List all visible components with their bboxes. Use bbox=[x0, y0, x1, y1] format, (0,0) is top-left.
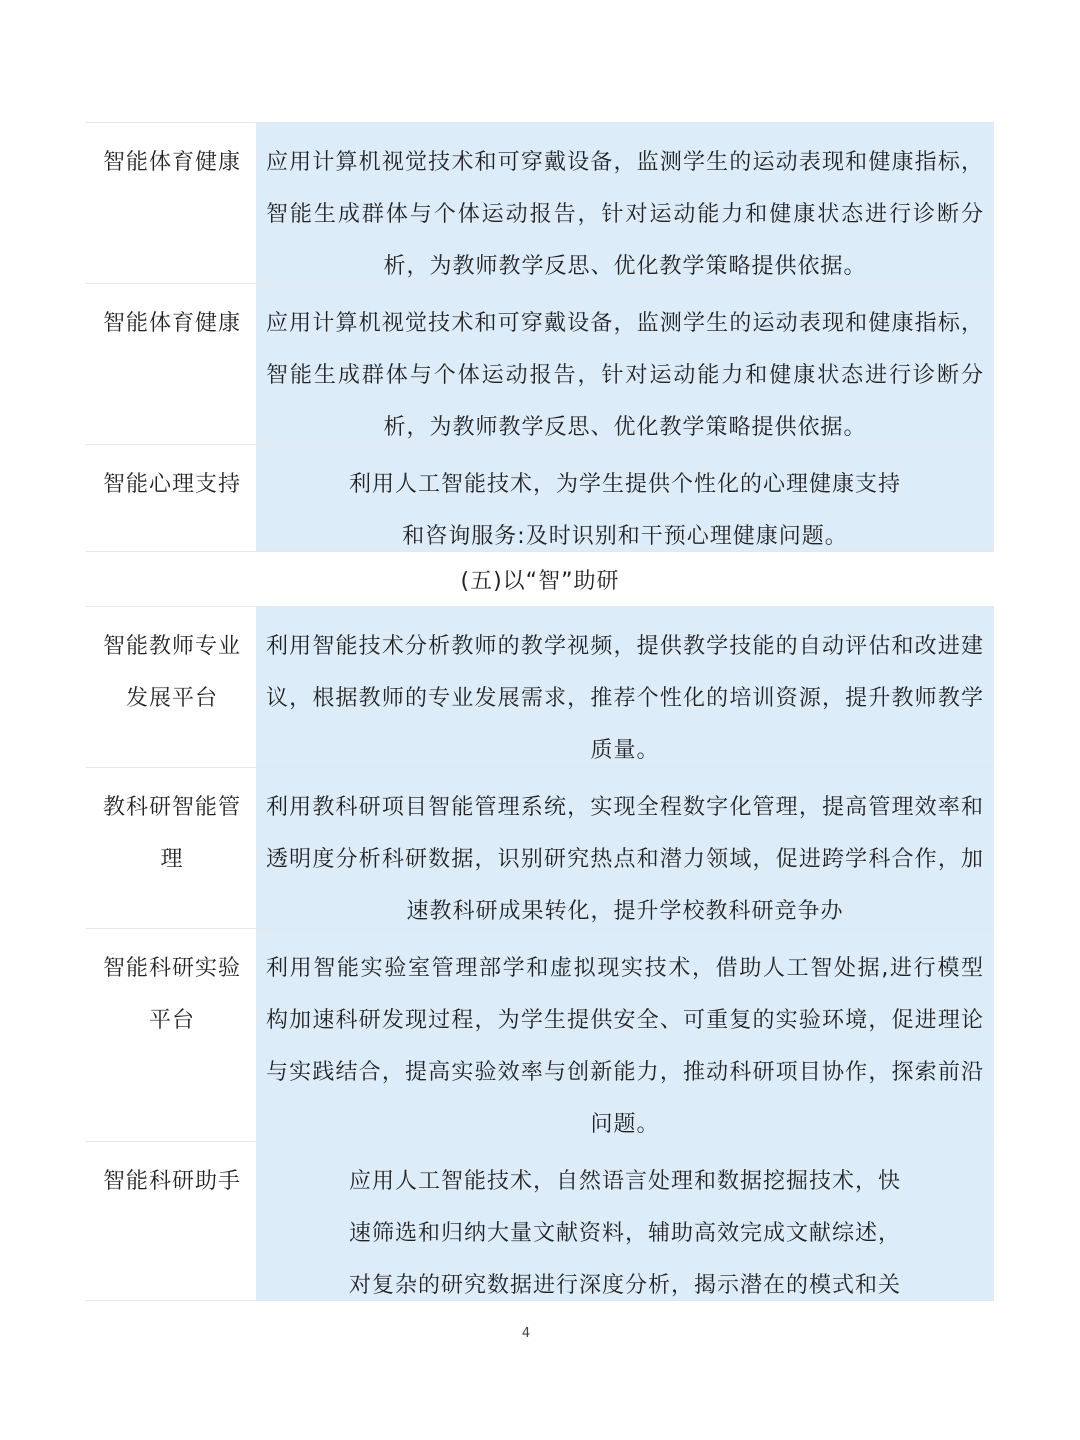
row-name: 智能科研实验平台 bbox=[86, 929, 256, 1141]
row-name: 智能教师专业发展平台 bbox=[86, 607, 256, 767]
table-row bbox=[86, 122, 994, 284]
description-line: 利用人工智能技术，为学生提供个性化的心理健康支持 bbox=[348, 472, 901, 497]
row-description bbox=[256, 1142, 994, 1300]
document-table bbox=[86, 122, 994, 1301]
row-name: 智能体育健康 bbox=[86, 284, 256, 444]
page-number: 4 bbox=[521, 1326, 531, 1341]
row-name: 教科研智能管理 bbox=[86, 768, 256, 928]
table-row bbox=[86, 1142, 994, 1301]
row-description bbox=[256, 445, 994, 551]
table-row bbox=[86, 284, 994, 445]
row-description: 应用计算机视觉技术和可穿戴设备，监测学生的运动表现和健康指标，智能生成群体与个体运动报告，针对运动能力和健康状态进行诊断分析，为教师教学反思、优化教学策略提供依据。 bbox=[256, 284, 994, 444]
table-row bbox=[86, 445, 994, 552]
row-name: 智能心理支持 bbox=[86, 445, 256, 551]
description-line: 和咨询服务:及时识别和干预心理健康问题。 bbox=[402, 524, 848, 549]
row-description: 应用计算机视觉技术和可穿戴设备，监测学生的运动表现和健康指标，智能生成群体与个体运动报告，针对运动能力和健康状态进行诊断分析，为教师教学反思、优化教学策略提供依据。 bbox=[256, 123, 994, 283]
table-row bbox=[86, 607, 994, 768]
row-name: 智能科研助手 bbox=[86, 1142, 256, 1300]
row-name: 智能体育健康 bbox=[86, 123, 256, 283]
section-heading: (五)以“智”助研 bbox=[86, 552, 994, 607]
row-description: 利用教科研项目智能管理系统，实现全程数字化管理，提高管理效率和透明度分析科研数据，识别研究热点和潜力领域，促进跨学科合作，加速教科研成果转化，提升学校教科研竞争办 bbox=[256, 768, 994, 928]
description-line: 速筛选和归纳大量文献资料，辅助高效完成文献综述， bbox=[348, 1221, 901, 1246]
row-description: 利用智能实验室管理部学和虚拟现实技术，借助人工智处据,进行模型构加速科研发现过程，为学生提供安全、可重复的实验环境，促进理论与实践结合，提高实验效率与创新能力，推动科研项目协作，探索前沿问题。 bbox=[256, 929, 994, 1141]
description-line: 对复杂的研究数据进行深度分析，揭示潜在的模式和关 bbox=[348, 1273, 901, 1298]
row-description: 利用智能技术分析教师的教学视频，提供教学技能的自动评估和改进建议，根据教师的专业发展需求，推荐个性化的培训资源，提升教师教学质量。 bbox=[256, 607, 994, 767]
table-row bbox=[86, 768, 994, 929]
description-line: 应用人工智能技术，自然语言处理和数据挖掘技术，快 bbox=[348, 1169, 901, 1194]
table-row bbox=[86, 929, 994, 1142]
